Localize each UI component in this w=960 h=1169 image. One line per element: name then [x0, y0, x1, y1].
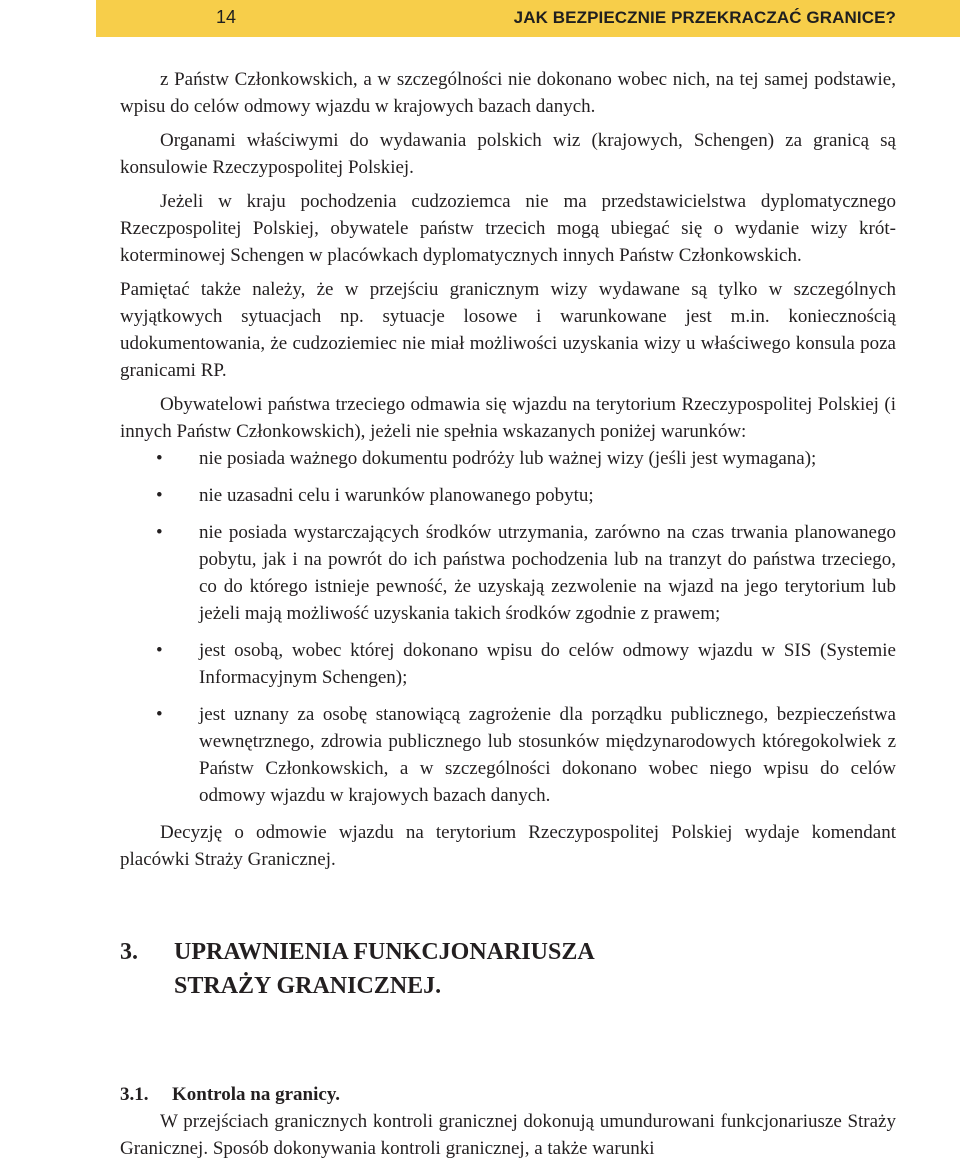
header-band — [96, 0, 960, 37]
chapter-title-line-1: UPRAWNIENIA FUNKCJONARIUSZA — [174, 939, 595, 965]
chapter-heading — [120, 935, 896, 1003]
bullet-icon: • — [156, 640, 163, 661]
bullet-icon: • — [156, 522, 163, 543]
list-item-text: nie uzasadni celu i warunków planowanego pobytu; — [199, 485, 594, 506]
paragraph-border-control: W przejściach granicznych kontroli granicznej dokonują umundurowani funkcjonariusze Straży Granicznej. Sposób dokonywania kontroli granicznej, a także warunki — [120, 1111, 896, 1159]
paragraph-refusal-decision: Decyzję o odmowie wjazdu na terytorium Rzeczypospolitej Polskiej wydaje komendant placówki Straży Granicznej. — [120, 822, 896, 870]
bullet-icon: • — [156, 485, 163, 506]
subsection-title: Kontrola na granicy. — [172, 1084, 341, 1105]
bullet-icon: • — [156, 448, 163, 469]
refusal-conditions-list — [120, 445, 896, 809]
paragraph-border-visas: Pamiętać także należy, że w przejściu granicznym wizy wydawane są tylko w szczególnych wyjątkowych sytuacjach np. sytuacje losowe i warunkowane jest m.in. koniecznością udokumentowania, że cudzoziemiec nie miał możliwości uzyskania wizy u właściwego konsula poza granicami RP. — [120, 279, 896, 381]
list-item — [120, 445, 896, 472]
list-item-text: jest uznany za osobę stanowiącą zagrożenie dla porządku publicznego, bezpieczeństwa wewnętrznego, zdrowia publicznego lub stosunków międzynarodowych któregokolwiek z Państw Członkowskich, a w szczególności dokonano wobec niego wpisu do celów odmowy wjazdu w krajowych bazach danych. — [199, 704, 896, 806]
list-item-text: nie posiada wystarczających środków utrzymania, zarówno na czas trwania planowanego pobytu, jak i na powrót do ich państwa pochodzenia lub na tranzyt do państwa trzeciego, co do którego istnieje pewność, że uzyskają zezwolenie na wjazd na jego terytorium lub jeżeli mają możliwość uzyskania takich środków zgodnie z prawem; — [199, 522, 896, 624]
chapter-number: 3. — [120, 939, 138, 965]
subsection-number: 3.1. — [120, 1084, 149, 1105]
paragraph-continuation: z Państw Członkowskich, a w szczególności nie dokonano wobec nich, na tej samej podstawie, wpisu do celów odmowy wjazdu w krajowych bazach danych. — [120, 69, 896, 117]
list-item-text: nie posiada ważnego dokumentu podróży lub ważnej wizy (jeśli jest wymagana); — [199, 448, 817, 469]
subsection-heading — [120, 1081, 896, 1108]
running-title: JAK BEZPIECZNIE PRZEKRACZAĆ GRANICE? — [513, 8, 896, 27]
list-item — [120, 519, 896, 627]
paragraph-no-representation: Jeżeli w kraju pochodzenia cudzoziemca nie ma przedstawicielstwa dyplomatycznego Rzeczpospolitej Polskiej, obywatele państw trzecich mogą ubiegać się o wydanie wizy krótkoterminowej Schengen w placówkach dyplomatycznych innych Państw Członkowskich. — [120, 191, 896, 266]
paragraph-visa-authorities: Organami właściwymi do wydawania polskich wiz (krajowych, Schengen) za granicą są konsulowie Rzeczypospolitej Polskiej. — [120, 130, 896, 178]
list-item — [120, 482, 896, 509]
list-item — [120, 701, 896, 809]
chapter-title-line-2: STRAŻY GRANICZNEJ. — [174, 973, 442, 999]
paragraph-entry-refusal: Obywatelowi państwa trzeciego odmawia się wjazdu na terytorium Rzeczypospolitej Polskiej (i innych Państw Członkowskich), jeżeli nie spełnia wskazanych poniżej warunków: — [120, 394, 896, 442]
page-number: 14 — [216, 7, 237, 27]
list-item-text: jest osobą, wobec której dokonano wpisu do celów odmowy wjazdu w SIS (Systemie Informacyjnym Schengen); — [199, 640, 896, 688]
bullet-icon: • — [156, 704, 163, 725]
page-content — [120, 66, 896, 1169]
list-item — [120, 637, 896, 691]
